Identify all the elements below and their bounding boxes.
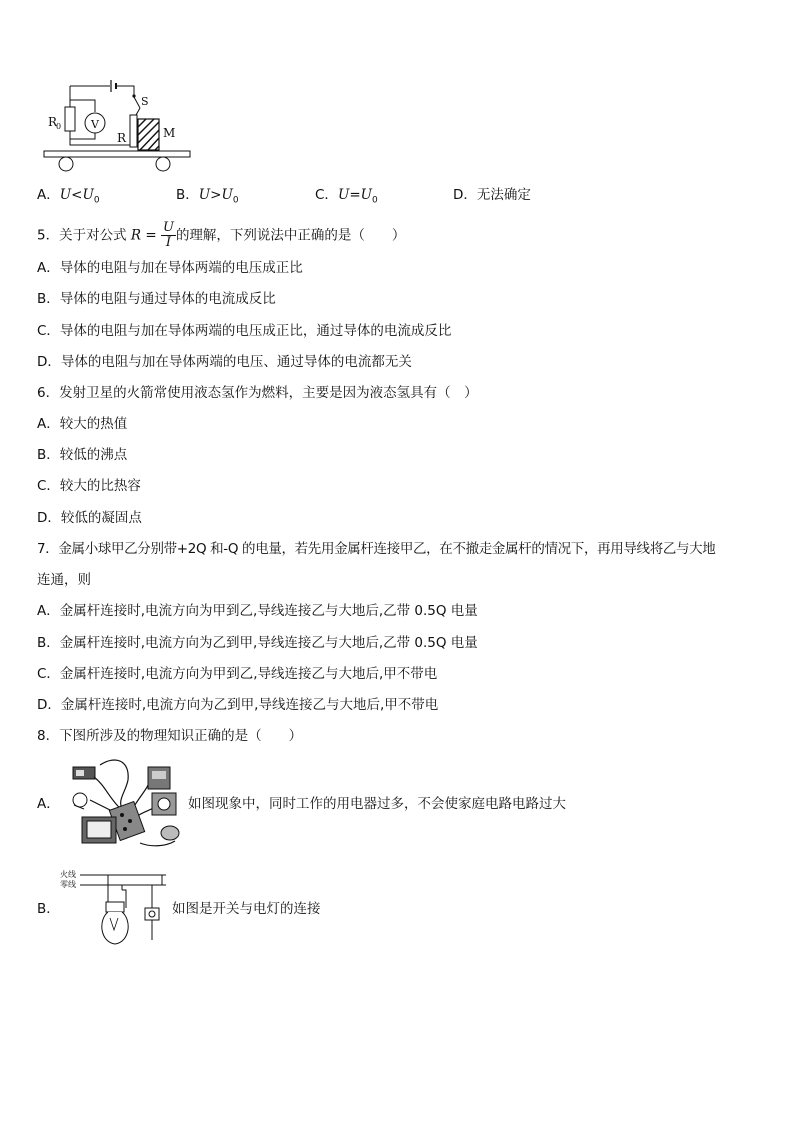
q6-option-c[interactable]: C．较大的比热容 bbox=[37, 478, 141, 494]
q6-option-b[interactable]: B．较低的沸点 bbox=[37, 447, 128, 463]
q7-option-a[interactable]: A．金属杆连接时,电流方向为甲到乙,导线连接乙与大地后,乙带 0.5Q 电量 bbox=[37, 603, 478, 619]
q5-option-c[interactable]: C．导体的电阻与加在导体两端的电压成正比，通过导体的电流成反比 bbox=[37, 323, 452, 339]
resistor-label: R bbox=[117, 131, 127, 145]
q5-option-b[interactable]: B．导体的电阻与通过导体的电流成反比 bbox=[37, 291, 276, 307]
q8-stem: 8．下图所涉及的物理知识正确的是（ ） bbox=[37, 728, 303, 744]
r0-label: R bbox=[48, 115, 58, 129]
q6-option-a[interactable]: A．较大的热值 bbox=[37, 416, 128, 432]
block-label: M bbox=[163, 126, 176, 140]
q4-option-b[interactable]: B．$U>U_0$ bbox=[176, 187, 239, 206]
formula-lhs: R = bbox=[130, 227, 157, 244]
q6-stem: 6．发射卫星的火箭常使用液态氢作为燃料，主要是因为液态氢具有（ ） bbox=[37, 385, 478, 401]
q4-option-d[interactable]: D．无法确定 bbox=[453, 187, 531, 203]
q7-option-d[interactable]: D．金属杆连接时,电流方向为乙到甲,导线连接乙与大地后,甲不带电 bbox=[37, 697, 439, 713]
live-wire-label: 火线 bbox=[60, 870, 76, 879]
q7-option-c[interactable]: C．金属杆连接时,电流方向为甲到乙,导线连接乙与大地后,甲不带电 bbox=[37, 666, 438, 682]
voltmeter-label: V bbox=[91, 118, 99, 131]
q8-option-b-text[interactable]: 如图是开关与电灯的连接 bbox=[172, 901, 321, 917]
overloaded-socket-image bbox=[70, 755, 188, 850]
q8-option-b-letter[interactable]: B． bbox=[37, 901, 60, 917]
q5-option-a[interactable]: A．导体的电阻与加在导体两端的电压成正比 bbox=[37, 260, 303, 276]
formula-fraction: $\frac{U}{I}$ bbox=[162, 220, 174, 250]
neutral-wire-label: 零线 bbox=[60, 880, 76, 889]
q8-option-a-text[interactable]: 如图现象中，同时工作的用电器过多，不会使家庭电路电路过大 bbox=[188, 796, 566, 812]
q5-option-d[interactable]: D．导体的电阻与加在导体两端的电压、通过导体的电流都无关 bbox=[37, 354, 412, 370]
q7-stem-line1: 7．金属小球甲乙分别带+2Q 和-Q 的电量，若先用金属杆连接甲乙，在不撤走金属杆的情况下，再用导线将乙与大地 bbox=[37, 541, 716, 557]
q7-option-b[interactable]: B．金属杆连接时,电流方向为乙到甲,导线连接乙与大地后,乙带 0.5Q 电量 bbox=[37, 635, 478, 651]
switch-lamp-wiring-diagram bbox=[58, 868, 170, 950]
q4-option-c[interactable]: C．$U=U_0$ bbox=[315, 187, 378, 206]
circuit-figure bbox=[40, 75, 200, 175]
q4-option-a[interactable]: A．$U<U_0$ bbox=[37, 187, 100, 206]
q8-option-a-letter[interactable]: A． bbox=[37, 796, 60, 812]
q6-option-d[interactable]: D．较低的凝固点 bbox=[37, 510, 142, 526]
r0-subscript: 0 bbox=[56, 122, 62, 131]
q7-stem-line2: 连通，则 bbox=[37, 572, 91, 588]
q5-stem: 5．关于对公式 R = $\frac{U}{I}$ 的理解，下列说法中正确的是（ ） bbox=[37, 220, 406, 250]
switch-label: S bbox=[141, 95, 149, 108]
